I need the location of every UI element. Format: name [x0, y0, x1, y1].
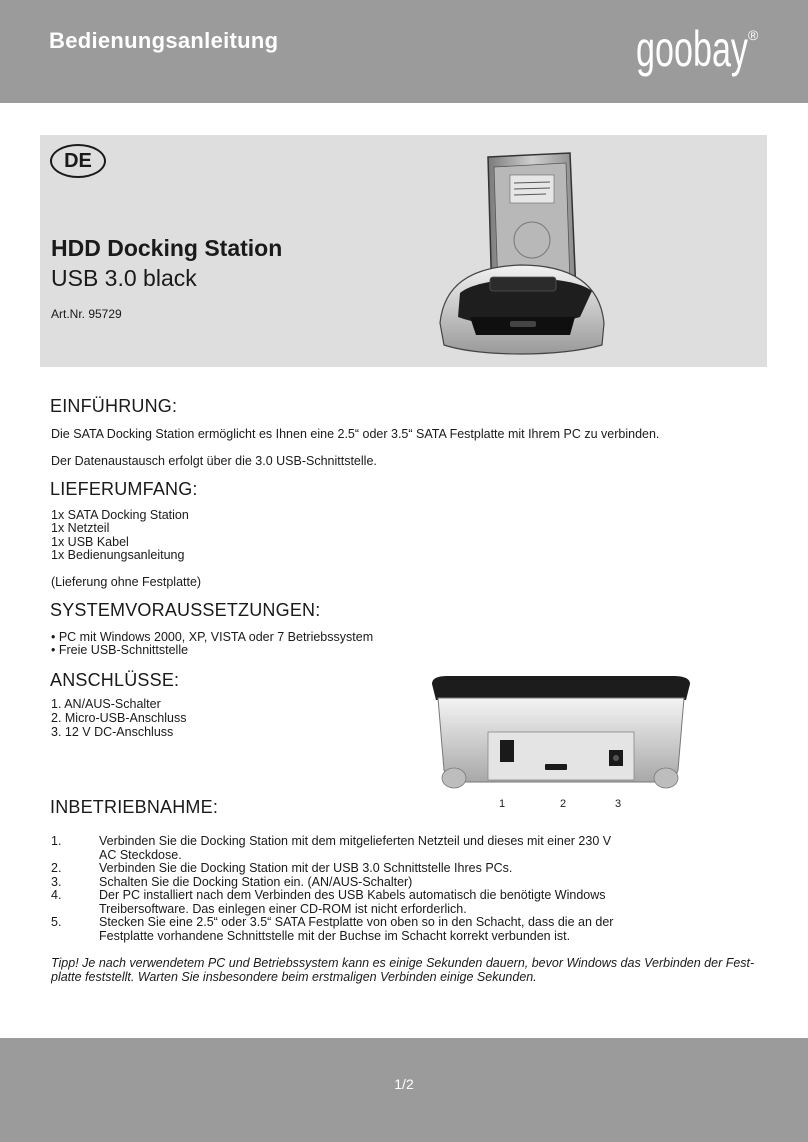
registered-mark: ® [748, 27, 759, 43]
docking-station-image [430, 145, 610, 360]
delivery-item: 1x USB Kabel [51, 535, 129, 549]
tip-line: platte feststellt. Warten Sie insbesondere beim erstmaligen Verbinden einige Sekunden. [51, 969, 537, 984]
requirement-item: • PC mit Windows 2000, XP, VISTA oder 7 Betriebssystem [51, 630, 374, 644]
requirement-item: • Freie USB-Schnittstelle [51, 643, 189, 657]
delivery-note: (Lieferung ohne Festplatte) [51, 575, 202, 589]
heading-ports: ANSCHLÜSSE: [50, 670, 180, 690]
step-number: 5. [51, 915, 62, 929]
step-text: Verbinden Sie die Docking Station mit der USB 3.0 Schnittstelle Ihres PCs. [99, 861, 513, 875]
heading-system-requirements: SYSTEMVORAUSSETZUNGEN: [50, 600, 321, 620]
step-text: AC Steckdose. [99, 847, 182, 862]
step-text: Verbinden Sie die Docking Station mit dem mitgelieferten Netzteil und dieses mit einer 230 V [99, 834, 612, 848]
step-number: 1. [51, 834, 62, 848]
step-text: Treibersoftware. Das einlegen einer CD-ROM ist nicht erforderlich. [99, 901, 467, 916]
step-number: 2. [51, 861, 62, 875]
delivery-item: 1x Netzteil [51, 521, 110, 535]
setup-step [51, 876, 751, 890]
port-item: 1. AN/AUS-Schalter [51, 697, 161, 711]
language-badge: DE [50, 144, 106, 178]
port-label: 2 [560, 798, 567, 810]
setup-step [51, 862, 751, 876]
logo-text: goobay [636, 21, 748, 77]
port-label: 3 [615, 798, 622, 810]
step-number: 4. [51, 888, 62, 902]
step-number: 3. [51, 874, 62, 889]
delivery-item: 1x SATA Docking Station [51, 508, 189, 522]
footer-bar [0, 1038, 808, 1142]
tip-line: Tipp! Je nach verwendetem PC und Betriebssystem kann es einige Sekunden dauern, bevor Windows das Verbinden der Fest- [51, 957, 755, 970]
heading-setup: INBETRIEBNAHME: [50, 797, 219, 817]
port-item: 3. 12 V DC-Anschluss [51, 725, 174, 739]
step-text: Stecken Sie eine 2.5“ oder 3.5“ SATA Festplatte von oben so in den Schacht, dass die an der [99, 915, 614, 929]
page-number: 1/2 [394, 1076, 414, 1092]
step-text: Der PC installiert nach dem Verbinden des USB Kabels automatisch die benötigte Windows [99, 888, 606, 902]
step-text: Schalten Sie die Docking Station ein. (AN/AUS-Schalter) [99, 874, 413, 889]
tip-note [51, 957, 808, 984]
product-title: HDD Docking Station [51, 235, 283, 261]
document-type-title: Bedienungsanleitung [49, 28, 279, 53]
setup-step [51, 889, 751, 916]
setup-step [51, 916, 751, 943]
port-item: 2. Micro-USB-Anschluss [51, 711, 187, 725]
intro-line-1: Die SATA Docking Station ermöglicht es Ihnen eine 2.5“ oder 3.5“ SATA Festplatte mit Ihrem PC zu verbinden. [51, 427, 660, 441]
delivery-item: 1x Bedienungsanleitung [51, 548, 185, 562]
header-bar [0, 0, 808, 103]
product-subtitle: USB 3.0 black [51, 265, 197, 291]
setup-steps-list [51, 835, 751, 943]
docking-station-back-image [428, 674, 693, 792]
article-number: Art.Nr. 95729 [51, 307, 122, 321]
product-hero [40, 135, 767, 367]
port-label: 1 [499, 798, 506, 810]
step-text: Festplatte vorhandene Schnittstelle mit der Buchse im Schacht korrekt verbunden ist. [99, 928, 571, 943]
heading-delivery-scope: LIEFERUMFANG: [50, 479, 198, 499]
intro-line-2: Der Datenaustausch erfolgt über die 3.0 USB-Schnittstelle. [51, 454, 377, 468]
heading-introduction: EINFÜHRUNG: [50, 396, 178, 416]
goobay-logo [636, 14, 766, 86]
setup-step [51, 835, 751, 862]
